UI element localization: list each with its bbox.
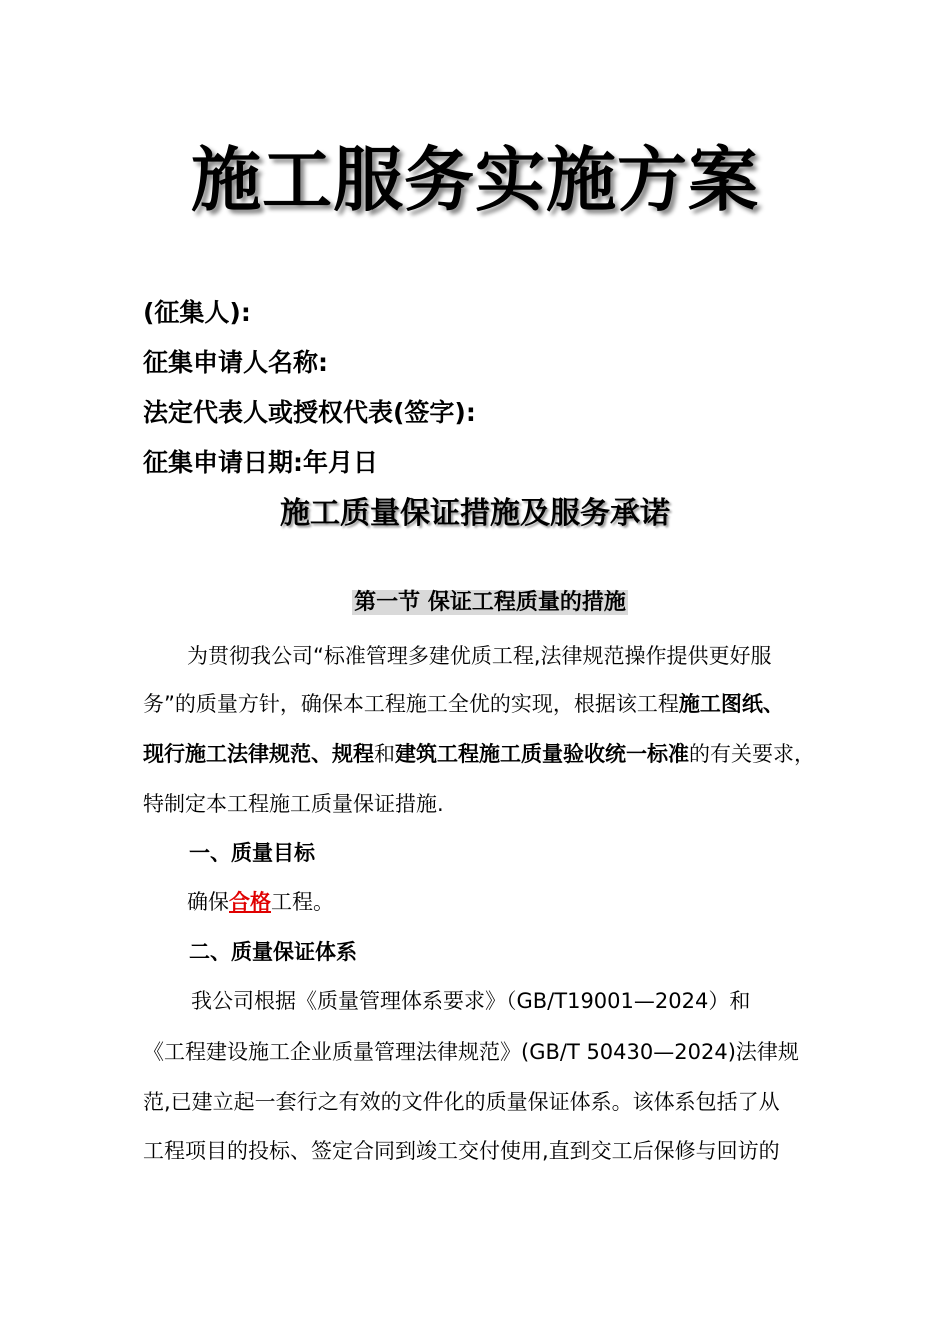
para1-line3-text2: 的有关要求， — [689, 742, 815, 766]
para1-line4: 特制定本工程施工质量保证措施. — [143, 792, 444, 816]
section-title-text: 第一节 保证工程质量的措施 — [354, 590, 626, 615]
para1-line2 — [143, 689, 784, 719]
para1-line2-bold: 施工图纸、 — [678, 692, 784, 716]
goal-highlight: 合格 — [229, 890, 271, 914]
document-title: 施工服务实施方案 — [191, 139, 759, 221]
para1-line3-bold2: 建筑工程施工质量验收统一标准 — [395, 742, 689, 766]
para2-line2: 《工程建设施工企业质量管理法律规范》(GB/T 50430—2024)法律规 — [143, 1040, 799, 1064]
goal-text2: 工程。 — [271, 890, 334, 914]
goal-text1: 确保 — [187, 890, 229, 914]
applicant-name-field: 征集申请人名称: — [143, 348, 328, 377]
para2-line4: 工程项目的投标、签定合同到竣工交付使用,直到交工后保修与回访的 — [143, 1139, 780, 1163]
application-date-field: 征集申请日期:年月日 — [143, 448, 378, 477]
para1-line3 — [143, 739, 815, 769]
para1-line3-bold1: 现行施工法律规范、规程 — [143, 742, 374, 766]
collector-field: (征集人): — [143, 298, 251, 327]
quality-goal-line — [187, 887, 334, 917]
para1-line2-text: 务”的质量方针，确保本工程施工全优的实现，根据该工程 — [143, 692, 679, 716]
section-title — [0, 587, 950, 619]
representative-field: 法定代表人或授权代表(签字): — [143, 398, 476, 427]
para1-line1: 为贯彻我公司“标准管理多建优质工程,法律规范操作提供更好服 — [187, 644, 772, 668]
para1-line3-text1: 和 — [374, 742, 395, 766]
para2-line3: 范,已建立起一套行之有效的文件化的质量保证体系。该体系包括了从 — [143, 1090, 780, 1114]
heading-quality-goal: 一、质量目标 — [189, 841, 315, 865]
heading-quality-system: 二、质量保证体系 — [189, 940, 357, 964]
subtitle: 施工质量保证措施及服务承诺 — [280, 496, 670, 531]
para2-line1: 我公司根据《质量管理体系要求》（GB/T19001—2024）和 — [191, 989, 751, 1013]
